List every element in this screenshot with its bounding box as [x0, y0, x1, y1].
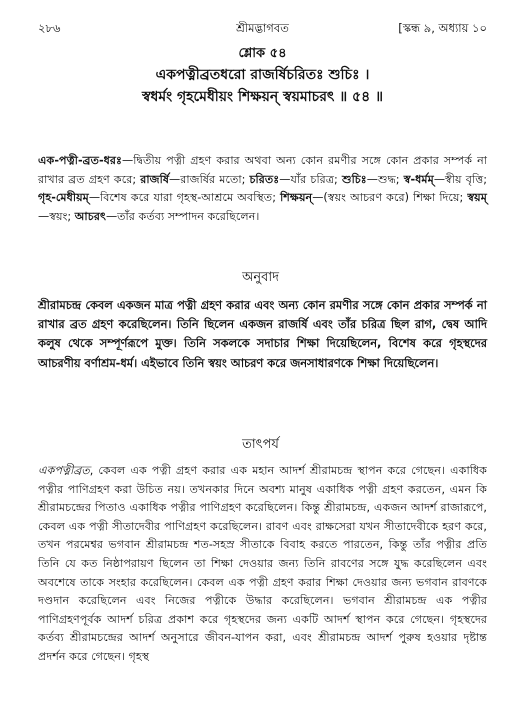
translation-paragraph: শ্রীরামচন্দ্র কেবল একজন মাত্র পত্নী গ্রহণ করার এবং অন্য কোন রমণীর সঙ্গে কোন প্রকার সম্পর্ক না রাখার ব্রত গ্রহণ করেছিলেন। তিনি ছিলেন একজন রাজর্ষি এবং তাঁর চরিত্র ছিল রাগ, দ্বেষ আদি কলুষ থেকে সম্পূর্ণরূপে মুক্ত। তিনি সকলকে সদাচার শিক্ষা দিয়েছিলেন, বিশেষ করে গৃহস্থদের আচরণীয় বর্ণাশ্রম-ধর্ম। এইভাবে তিনি স্বয়ং আচরণ করে জনসাধারণকে শিক্ষা দিয়েছিলেন।	[38, 298, 487, 370]
verse-number: শ্লোক ৫৪	[238, 46, 287, 61]
synonym-meaning: —যাঁর চরিত্র;	[279, 172, 342, 186]
translation-heading: অনুবাদ	[242, 270, 279, 285]
synonym-word: স্ব-ধর্মম্	[403, 172, 434, 186]
verse-line-1: একপত্নীব্রতধরো রাজর্ষিচরিতঃ শুচিঃ ।	[155, 67, 370, 83]
purport-text: , কেবল এক পত্নী গ্রহণ করার এক মহান আদর্শ শ্রীরামচন্দ্র স্থাপন করে গেছেন। একাধিক পত্নীর পাণিগ্রহণ করা উচিত নয়। তখনকার দিনে অবশ্য মানুষ একাধিক পত্নী গ্রহণ করতেন, এমন কি শ্রীরামচন্দ্রের পিতাও একাধিক পত্নীর পাণিগ্রহণ করেছিলেন। কিন্তু শ্রীরামচন্দ্র, একজন আদর্শ রাজারূপে, কেবল এক পত্নী সীতাদেবীর পাণিগ্রহণ করেছিলেন। রাবণ এবং রাক্ষসেরা যখন সীতাদেবীকে হরণ করে, তখন পরমেশ্বর ভগবান শ্রীরামচন্দ্র শত-সহস্র সীতাকে বিবাহ করতে পারতেন, কিন্তু তাঁর পত্নীর প্রতি তিনি যে কত নিষ্ঠাপরায়ণ ছিলেন তা শিক্ষা দেওয়ার জন্য তিনি রাবণের সঙ্গে যুদ্ধ করেছিলেন এবং অবশেষে তাকে সংহার করেছিলেন। কেবল এক পত্নী গ্রহণ করার শিক্ষা দেওয়ার জন্য ভগবান রাবণকে দণ্ডদান করেছিলেন এবং নিজের পত্নীকে উদ্ধার করেছিলেন। ভগবান শ্রীরামচন্দ্র এক পত্নীর পাণিগ্রহণপূর্বক আদর্শ চরিত্র প্রকাশ করে গৃহস্থদের জন্য একটি আদর্শ স্থাপন করে গেছেন। গৃহস্থদের কর্তব্য শ্রীরামচন্দ্রের আদর্শ অনুসারে জীবন-যাপন করা, এবং শ্রীরামচন্দ্র আদর্শ পুরুষ হওয়ার দৃষ্টান্ত প্রদর্শন করে গেছেন। গৃহস্থ	[38, 464, 487, 663]
synonym-meaning: —শুদ্ধ;	[366, 172, 404, 186]
page-header	[38, 20, 487, 38]
verse-block	[38, 44, 487, 108]
chapter-reference: [স্কন্ধ ৯, অধ্যায় ১০	[398, 21, 487, 35]
page-number: ২৮৬	[38, 21, 61, 35]
purport-lead-term: একপত্নীব্রত	[38, 464, 90, 477]
synonym-word: রাজর্ষি	[140, 172, 170, 186]
purport-paragraph	[38, 462, 487, 667]
synonym-word: স্বয়ম্	[467, 191, 487, 205]
synonym-meaning: —রাজর্ষির মতো;	[169, 172, 250, 186]
synonym-meaning: —স্বয়ং;	[38, 209, 75, 223]
book-title: শ্রীমদ্ভাগবত	[236, 21, 289, 35]
purport-heading: তাৎপর্য	[242, 437, 279, 452]
synonym-meaning: —(স্বয়ং আচরণ করে) শিক্ষা দিয়ে;	[312, 191, 468, 205]
synonym-meaning: —দ্বিতীয় পত্নী গ্রহণ করার অথবা অন্য কোন রমণীর সঙ্গে কোন প্রকার সম্পর্ক না রাখার ব্রত গ্রহণ করে;	[38, 154, 487, 186]
synonym-word: শিক্ষয়ন্	[280, 191, 313, 205]
synonym-meaning: —বিশেষ করে যারা গৃহস্থ-আশ্রমে অবস্থিত;	[88, 191, 281, 205]
synonym-word: গৃহ-মেধীয়ম্	[38, 191, 89, 205]
synonym-meaning: —তাঁর কর্তব্য সম্পাদন করেছিলেন।	[105, 209, 260, 223]
synonym-word: আচরৎ	[74, 209, 106, 223]
synonym-word: এক-পত্নী-ব্রত-ধরঃ	[38, 154, 123, 167]
synonyms-paragraph	[38, 152, 487, 226]
synonym-word: শুচিঃ	[341, 172, 367, 186]
verse-line-2: স্বধর্মং গৃহমেধীয়ং শিক্ষয়ন্ স্বয়মাচরৎ ॥ ৫৪ ॥	[141, 89, 384, 105]
synonym-word: চরিতঃ	[249, 172, 280, 186]
synonym-meaning: —স্বীয় বৃত্তি;	[433, 172, 487, 186]
